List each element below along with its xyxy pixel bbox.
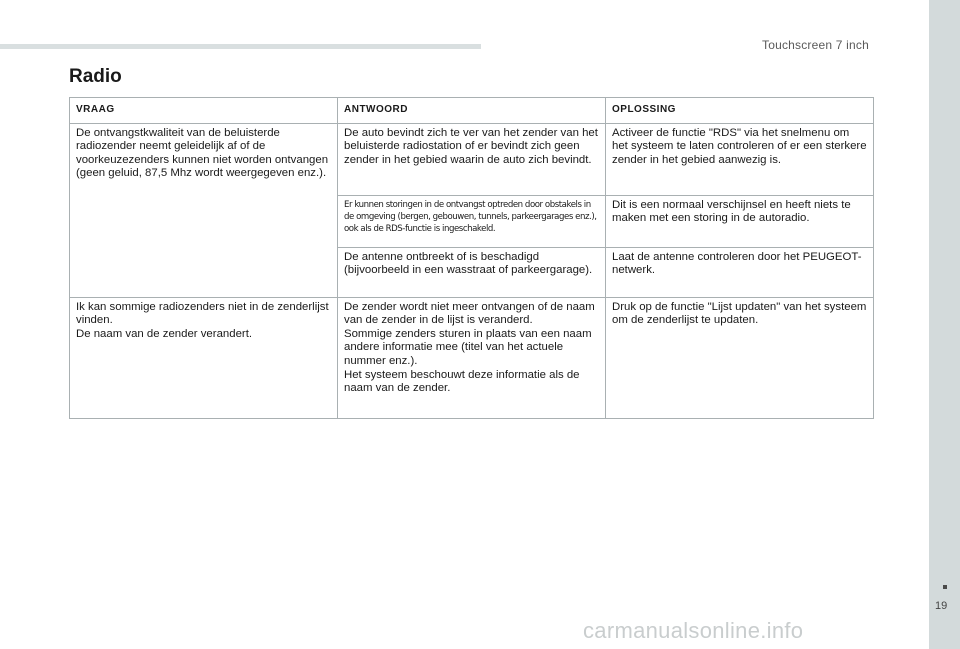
header-rule (0, 44, 481, 49)
question-cell: Ik kan sommige radiozenders niet in de zenderlijst vinden. De naam van de zender verandert. (70, 297, 338, 418)
answer-cell: De zender wordt niet meer ontvangen of de naam van de zender in de lijst is veranderd. Sommige zenders sturen in plaats van een naam andere informatie mee (titel van het actuele nummer enz.). Het systeem beschouwt deze informatie als de naam van de zender. (338, 297, 606, 418)
column-header-answer: ANTWOORD (338, 98, 606, 124)
watermark: carmanualsonline.info (583, 618, 804, 643)
page-marker-dot (943, 585, 947, 589)
column-header-solution: OPLOSSING (606, 98, 874, 124)
column-header-question: VRAAG (70, 98, 338, 124)
answer-cell: De auto bevindt zich te ver van het zender van het beluisterde radiostation of er bevindt zich geen zender in het gebied waarin de auto zich bevindt. (338, 123, 606, 195)
section-header: Touchscreen 7 inch (762, 38, 869, 52)
solution-cell: Activeer de functie "RDS" via het snelmenu om het systeem te laten controleren of er een sterkere zender in het gebied aanwezig is. (606, 123, 874, 195)
page-title: Radio (69, 66, 122, 87)
solution-cell: Dit is een normaal verschijnsel en heeft niets te maken met een storing in de autoradio. (606, 195, 874, 247)
table-header-row (70, 98, 874, 124)
answer-cell: De antenne ontbreekt of is beschadigd (bijvoorbeeld in een wasstraat of parkeergarage). (338, 247, 606, 297)
page-number: 19 (935, 600, 948, 612)
solution-cell: Druk op de functie "Lijst updaten" van het systeem om de zenderlijst te updaten. (606, 297, 874, 418)
table-row (70, 297, 874, 418)
table-row (70, 123, 874, 195)
solution-cell: Laat de antenne controleren door het PEUGEOT-netwerk. (606, 247, 874, 297)
troubleshooting-table (69, 97, 874, 419)
question-cell: De ontvangstkwaliteit van de beluisterde radiozender neemt geleidelijk af of de voorkeuzezenders kunnen niet worden ontvangen (geen geluid, 87,5 Mhz wordt weergegeven enz.). (70, 123, 338, 297)
side-margin-bar (929, 0, 960, 649)
answer-cell: Er kunnen storingen in de ontvangst optreden door obstakels in de omgeving (bergen, gebouwen, tunnels, parkeergarages enz.), ook als de RDS-functie is ingeschakeld. (338, 195, 606, 247)
